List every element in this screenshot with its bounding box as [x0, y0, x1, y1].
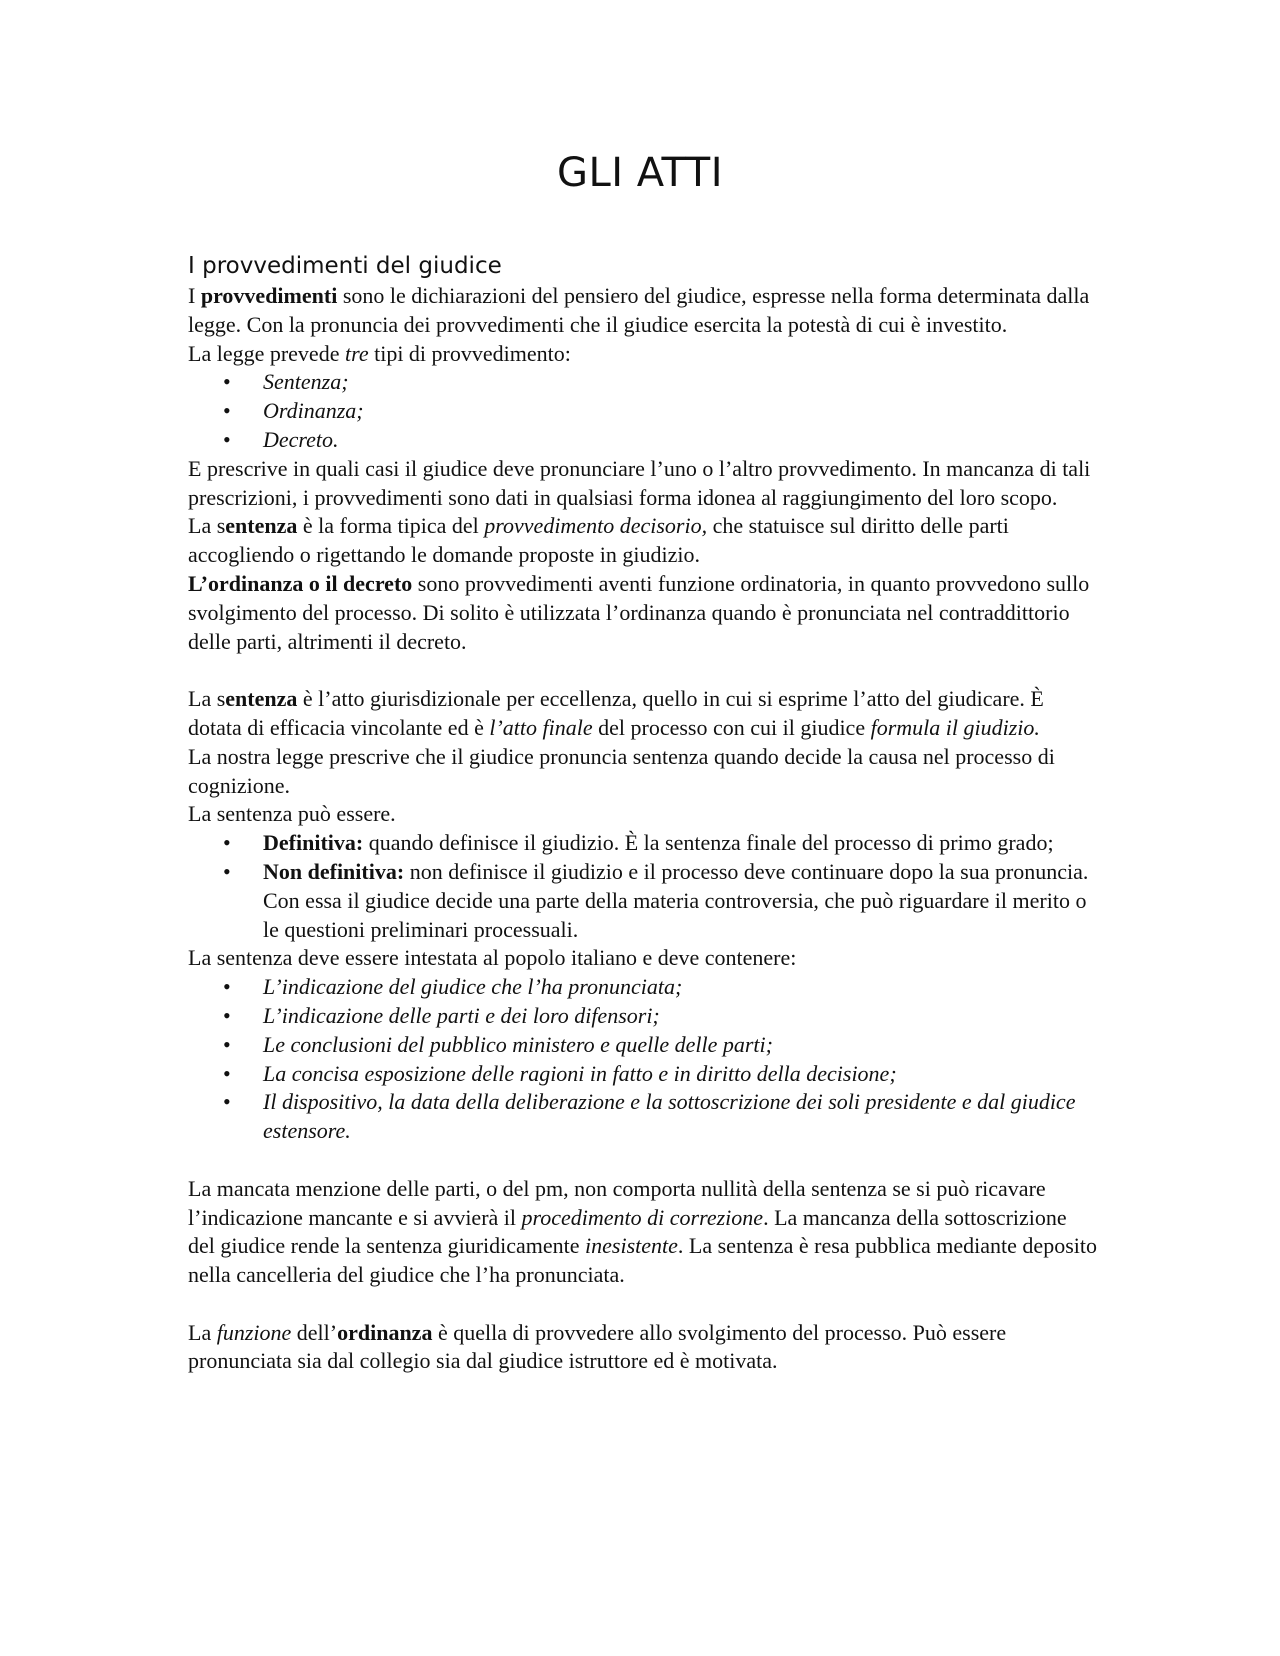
list-item	[188, 1060, 1098, 1089]
list-item	[188, 426, 1098, 455]
text-run: . La mancanza della sottoscrizione del giudice rende la sentenza giuridicamente	[188, 1204, 1067, 1259]
list-item-text: L’indicazione delle parti e dei loro difensori;	[263, 1002, 660, 1028]
paragraph-intestazione: La sentenza deve essere intestata al popolo italiano e deve contenere:	[188, 945, 797, 971]
text-run: La	[188, 1319, 217, 1345]
list-item-text: Il dispositivo, la data della deliberazione e la sottoscrizione dei soli presidente e dal giudice estensore.	[263, 1089, 1076, 1144]
blank-line	[188, 1290, 1098, 1319]
list-contenuto-sentenza	[188, 973, 1098, 1146]
paragraph-tipi	[188, 340, 1098, 369]
italic-term: procedimento di correzione	[521, 1204, 764, 1230]
list-item	[188, 858, 1098, 944]
bold-term: provvedimenti	[200, 283, 338, 308]
list-item	[188, 829, 1098, 858]
text-run: sono provvedimenti aventi funzione ordinatoria, in quanto provvedono sullo svolgimento del processo. Di solito è utilizzata l’ordinanza quando è pronunciata nel contraddittorio delle parti, altrimenti il decreto.	[188, 570, 1090, 654]
list-item-text: quando definisce il giudizio. È la sentenza finale del processo di primo grado;	[363, 830, 1054, 856]
italic-term: funzione	[216, 1319, 292, 1345]
text-run: I	[188, 283, 201, 308]
list-item	[188, 1088, 1098, 1146]
text-run: tipi di provvedimento:	[368, 340, 571, 366]
text-run: La s	[188, 513, 226, 539]
list-item-text: Ordinanza;	[263, 398, 364, 424]
paragraph-prescrizioni: E prescrive in quali casi il giudice deve pronunciare l’uno o l’altro provvedimento. In mancanza di tali prescrizioni, i provvedimenti sono dati in qualsiasi forma idonea al raggiungimento del loro scopo.	[188, 455, 1091, 510]
text-run: dell’	[291, 1319, 338, 1345]
paragraph-sentenza-puo: La sentenza può essere.	[188, 801, 396, 827]
text-run: che statuisce sul diritto delle parti accogliendo o rigettando le domande proposte in giudizio.	[188, 513, 1009, 568]
text-run: . La sentenza è resa pubblica mediante deposito nella cancelleria del giudice che l’ha pronunciata.	[188, 1233, 1097, 1288]
list-item-text: La concisa esposizione delle ragioni in fatto e in diritto della decisione;	[263, 1060, 897, 1086]
section-heading: I provvedimenti del giudice	[188, 253, 502, 279]
list-item	[188, 368, 1098, 397]
list-item	[188, 1002, 1098, 1031]
paragraph-funzione-ordinanza	[188, 1319, 1098, 1377]
document-body	[188, 252, 1098, 1376]
list-tipi-provvedimento	[188, 368, 1098, 454]
text-run: è quella di provvedere allo svolgimento del processo. Può essere pronunciata sia dal collegio sia dal giudice istruttore ed è motivata.	[188, 1319, 1007, 1374]
blank-line	[188, 1146, 1098, 1175]
bold-term: entenza	[225, 513, 298, 539]
text-run: è la forma tipica del	[297, 513, 485, 539]
list-item-text: non definisce il giudizio e il processo deve continuare dopo la sua pronuncia. Con essa il giudice decide una parte della materia controversia, che può riguardare il merito o le questioni preliminari processuali.	[263, 858, 1089, 942]
blank-line	[188, 656, 1098, 685]
list-item	[188, 1031, 1098, 1060]
italic-term: tre	[344, 340, 369, 366]
text-run: La s	[188, 686, 226, 712]
italic-term: provvedimento decisorio,	[484, 513, 708, 539]
bold-term: Definitiva:	[263, 830, 364, 856]
list-item-text: L’indicazione del giudice che l’ha pronunciata;	[263, 974, 683, 1000]
text-run: è l’atto giurisdizionale per eccellenza, quello in cui si esprime l’atto del giudicare. È dotata di efficacia vincolante ed è	[188, 686, 1044, 740]
list-item-text: Le conclusioni del pubblico ministero e quelle delle parti;	[263, 1031, 773, 1057]
paragraph-sentenza-atto	[188, 685, 1098, 743]
italic-term: inesistente	[585, 1233, 678, 1259]
text-run: del processo con cui il giudice	[592, 714, 871, 740]
paragraph-sentenza-forma	[188, 512, 1098, 570]
list-item	[188, 973, 1098, 1002]
bold-term: entenza	[225, 686, 298, 712]
text-run: sono le dichiarazioni del pensiero del giudice, espresse nella forma determinata dalla legge. Con la pronuncia dei provvedimenti che il giudice esercita la potestà di cui è investito.	[188, 283, 1090, 337]
paragraph-legge: La nostra legge prescrive che il giudice pronuncia sentenza quando decide la causa nel processo di cognizione.	[188, 743, 1055, 798]
bold-term: ordinanza	[337, 1319, 433, 1345]
text-run: La legge prevede	[188, 340, 345, 366]
text-run: La mancata menzione delle parti, o del pm, non comporta nullità della sentenza se si può ricavare l’indicazione mancante e si avvierà il	[188, 1175, 1046, 1230]
paragraph-mancata-menzione	[188, 1175, 1098, 1290]
paragraph-ordinanza-decreto	[188, 570, 1098, 656]
list-item-text: Sentenza;	[263, 369, 349, 395]
paragraph-definizione	[188, 282, 1098, 340]
bold-term: Non definitiva:	[263, 858, 405, 884]
list-tipi-sentenza	[188, 829, 1098, 944]
list-item	[188, 397, 1098, 426]
document-title: GLI ATTI	[556, 150, 723, 196]
bold-term: L’ordinanza o il decreto	[188, 570, 413, 596]
italic-term: formula il giudizio.	[870, 714, 1040, 740]
list-item-text: Decreto.	[263, 426, 339, 452]
italic-term: l’atto finale	[489, 714, 593, 740]
